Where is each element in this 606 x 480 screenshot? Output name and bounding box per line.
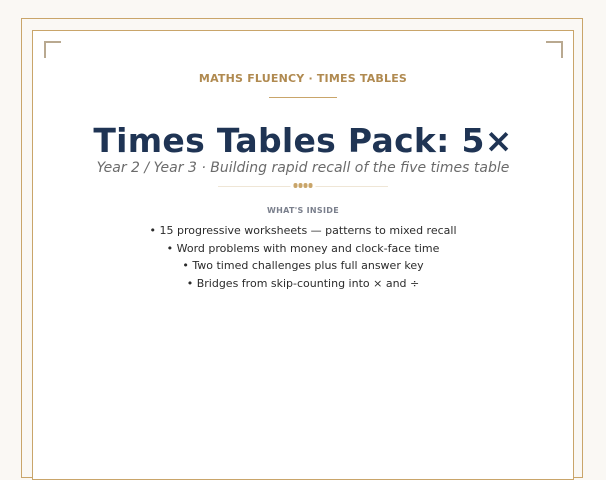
eyebrow-label: MATHS FLUENCY · TIMES TABLES [198, 72, 408, 85]
page-title: Times Tables Pack: 5× [93, 121, 513, 160]
ornament-divider [218, 183, 388, 189]
feature-item: • Bridges from skip-counting into × and ÷ [186, 276, 420, 290]
section-label-whats-inside: WHAT'S INSIDE [267, 206, 339, 215]
feature-item: • 15 progressive worksheets — patterns to mixed recall [149, 224, 457, 237]
eyebrow-divider [269, 97, 337, 98]
feature-item: • Word problems with money and clock-face time [166, 241, 440, 255]
feature-item: • Two timed challenges plus full answer key [182, 259, 424, 272]
page-subtitle: Year 2 / Year 3 · Building rapid recall of the five times table [96, 160, 510, 176]
cover-content [32, 30, 574, 292]
divider-dots-icon [291, 183, 316, 188]
feature-list [32, 222, 574, 292]
